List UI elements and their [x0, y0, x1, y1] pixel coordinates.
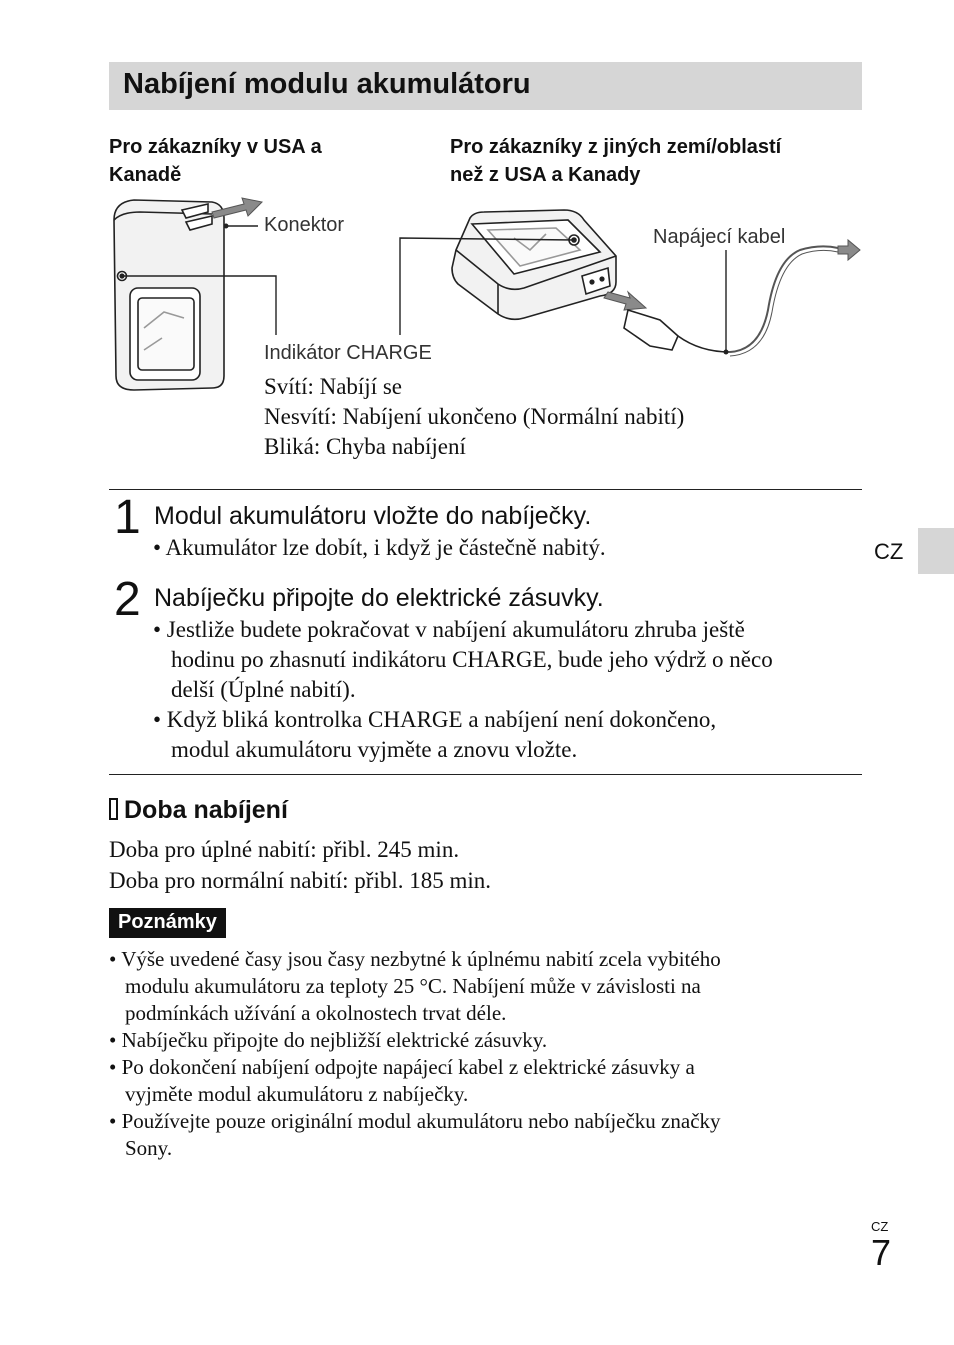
step-2-bullets	[153, 615, 865, 765]
note-item-4	[109, 1108, 854, 1162]
step-2-bullet-2	[153, 705, 865, 765]
page-title: Nabíjení modulu akumulátoru	[123, 68, 531, 100]
note-item-2	[109, 1027, 854, 1054]
note-2-line-1: • Nabíječku připojte do nejbližší elektrické zásuvky.	[109, 1028, 548, 1052]
other-regions-heading-line-1: Pro zákazníky z jiných zemí/oblastí	[450, 136, 782, 158]
step-2-bullet-1-line-2: hodinu po zhasnutí indikátoru CHARGE, bude jeho výdrž o něco	[171, 647, 773, 672]
step-2-bullet-1-line-3: delší (Úplné nabití).	[171, 677, 356, 702]
language-tab	[918, 528, 954, 574]
note-1-line-1: • Výše uvedené časy jsou časy nezbytné k úplnému nabití zcela vybitého	[109, 947, 721, 971]
note-1-line-2: modulu akumulátoru za teploty 25 °C. Nabíjení může v závislosti na	[125, 974, 701, 998]
notes-badge: Poznámky	[109, 908, 226, 938]
charging-time-lines	[109, 834, 491, 896]
usa-canada-heading-line-1: Pro zákazníky v USA a	[109, 136, 322, 158]
step-1-number: 1	[114, 491, 141, 544]
connector-label: Konektor	[264, 214, 345, 236]
note-4-line-1: • Používejte pouze originální modul akumulátoru nebo nabíječku značky	[109, 1109, 721, 1133]
steps-top-rule	[109, 489, 862, 490]
full-charge-time: Doba pro úplné nabití: přibl. 245 min.	[109, 837, 460, 862]
normal-charge-time: Doba pro normální nabití: přibl. 185 min.	[109, 868, 492, 893]
usa-charger-drawing	[114, 198, 276, 390]
indicator-state-off: Nesvítí: Nabíjení ukončeno (Normální nabití)	[264, 404, 685, 429]
note-4-line-2: Sony.	[125, 1136, 173, 1160]
usa-canada-heading-line-2: Kanadě	[109, 164, 182, 186]
charge-indicator-label: Indikátor CHARGE	[264, 342, 432, 364]
note-item-3	[109, 1054, 854, 1108]
steps-bottom-rule	[109, 774, 862, 775]
international-charger-drawing	[400, 210, 860, 356]
section-marker-icon	[109, 798, 118, 820]
other-regions-heading	[450, 133, 781, 189]
step-2-number: 2	[114, 573, 141, 626]
notes-list	[109, 946, 854, 1162]
page-number: 7	[871, 1232, 892, 1273]
step-2-title: Nabíječku připojte do elektrické zásuvky.	[154, 584, 604, 612]
page-language-label: CZ	[871, 1219, 889, 1234]
step-1-bullet: • Akumulátor lze dobít, i když je částečně nabitý.	[153, 535, 606, 560]
charging-time-heading-text: Doba nabíjení	[124, 796, 288, 824]
indicator-state-on: Svítí: Nabíjí se	[264, 374, 402, 399]
usa-canada-heading	[109, 133, 322, 189]
other-regions-heading-line-2: než z USA a Kanady	[450, 164, 641, 186]
step-2-bullet-1	[153, 615, 865, 705]
note-item-1	[109, 946, 854, 1027]
step-2-bullet-2-line-2: modul akumulátoru vyjměte a znovu vložte.	[171, 737, 578, 762]
step-2-bullet-2-line-1: • Když bliká kontrolka CHARGE a nabíjení není dokončeno,	[153, 707, 717, 732]
language-tab-label: CZ	[874, 539, 904, 564]
indicator-states	[264, 372, 684, 462]
indicator-state-blinking: Bliká: Chyba nabíjení	[264, 434, 466, 459]
note-3-line-2: vyjměte modul akumulátoru z nabíječky.	[125, 1082, 469, 1106]
step-1-title: Modul akumulátoru vložte do nabíječky.	[154, 502, 592, 530]
note-1-line-3: podmínkách užívání a okolnostech trvat déle.	[125, 1001, 507, 1025]
power-cable-label: Napájecí kabel	[653, 226, 786, 248]
step-2-bullet-1-line-1: • Jestliže budete pokračovat v nabíjení akumulátoru zhruba ještě	[153, 617, 745, 642]
note-3-line-1: • Po dokončení nabíjení odpojte napájecí kabel z elektrické zásuvky a	[109, 1055, 695, 1079]
section-title-bar	[109, 62, 862, 110]
charging-time-heading	[109, 796, 288, 825]
